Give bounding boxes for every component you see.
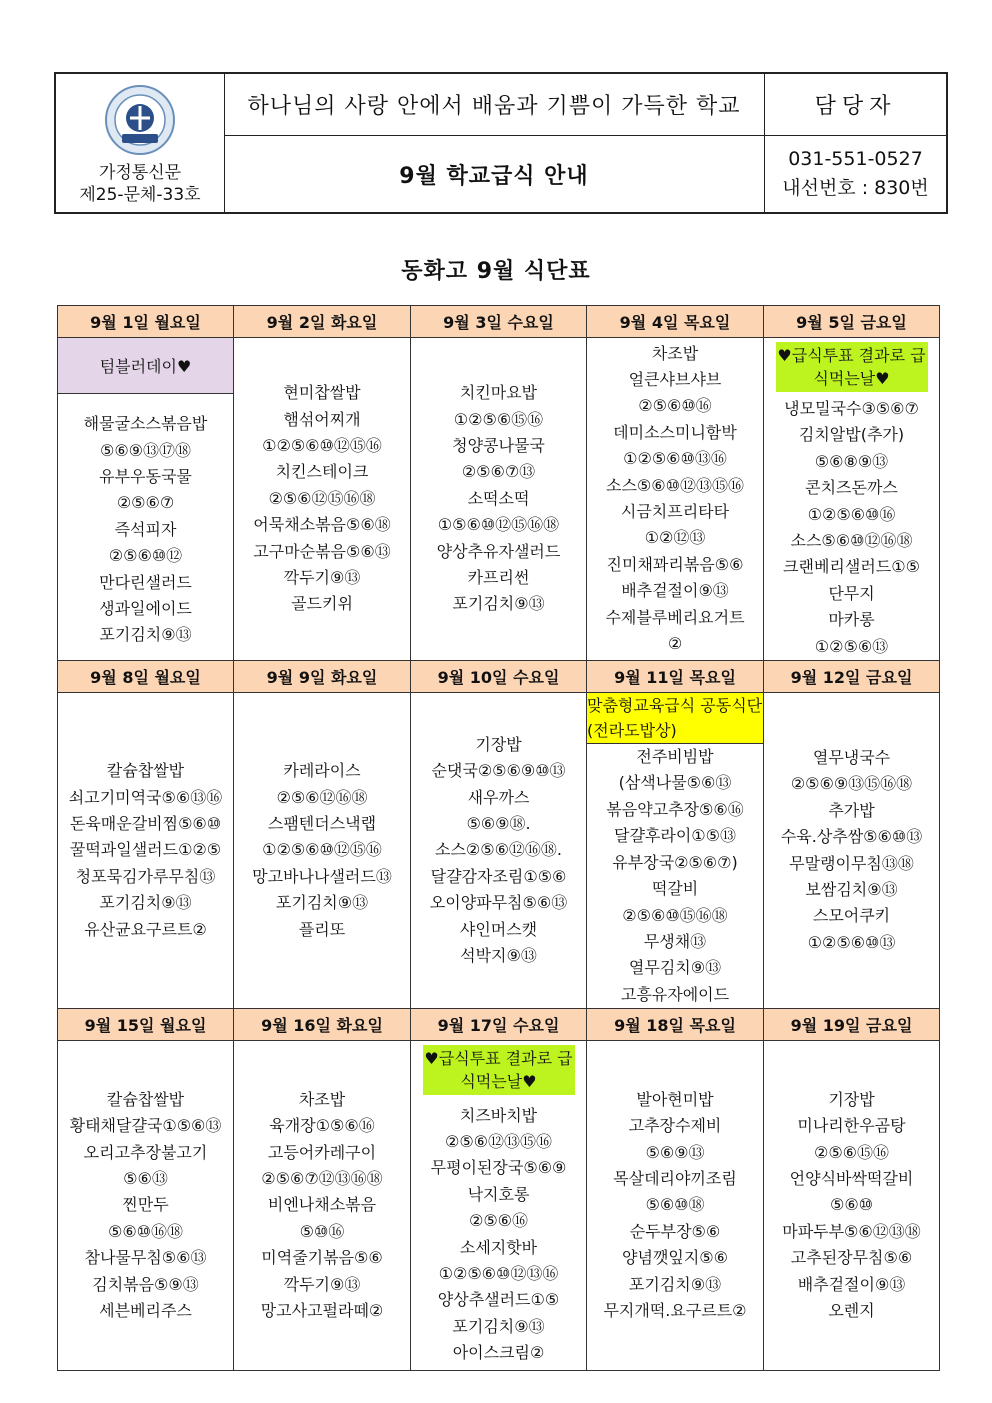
menu-items: [58, 400, 233, 660]
school-motto: 하나님의 사랑 안에서 배움과 기쁨이 가득한 학교: [224, 74, 764, 136]
menu-item: 아이스크림②: [452, 1343, 545, 1363]
menu-item: 낙지호롱: [467, 1184, 530, 1204]
day-header: 9월 1일 월요일: [58, 306, 234, 338]
day-header: 9월 16일 화요일: [234, 1009, 411, 1041]
menu-item: 즉석피자: [114, 519, 177, 539]
menu-item: ②⑤⑥⑮⑯: [813, 1142, 890, 1162]
day-header: 9월 3일 수요일: [411, 306, 587, 338]
menu-cell: [411, 338, 587, 661]
menu-item: 무평이된장국⑤⑥⑨: [430, 1158, 567, 1178]
menu-item: 고등어카레구이: [267, 1142, 377, 1162]
menu-item: 기장밥: [828, 1089, 875, 1109]
menu-row: [58, 338, 940, 661]
menu-special-tag: ♥급식투표 결과로 급식먹는날♥: [776, 342, 928, 392]
menu-item: ②⑤⑥⑫⑯⑱: [276, 787, 368, 807]
menu-item: 찐만두: [122, 1195, 169, 1215]
day-header: 9월 2일 화요일: [234, 306, 411, 338]
menu-item: 육개장①⑤⑥⑯: [269, 1116, 375, 1136]
menu-item: 포기김치⑨⑬: [99, 893, 192, 913]
menu-item: 순댓국②⑤⑥⑨⑩⑬: [431, 761, 566, 781]
menu-item: 오렌지: [828, 1301, 875, 1321]
menu-items: [234, 338, 410, 660]
menu-item: ①②⑤⑥⑩⑫⑮⑯: [262, 840, 382, 860]
menu-items: [411, 338, 586, 660]
menu-item: 무지개떡.요구르트②: [603, 1301, 747, 1321]
menu-item: 무생채⑬: [643, 931, 707, 951]
menu-item: 포기김치⑨⑬: [452, 1316, 545, 1336]
menu-item: ②: [667, 634, 683, 654]
menu-item: ②⑤⑥⑩⑯: [638, 396, 712, 416]
menu-item: 고흥유자에이드: [620, 984, 730, 1004]
menu-item: 열무김치⑨⑬: [628, 958, 722, 978]
menu-item: 스팸텐더스낵랩: [267, 813, 377, 833]
menu-item: 발아현미밥: [636, 1089, 714, 1109]
menu-item: 진미채꽈리볶음⑤⑥: [606, 554, 744, 574]
menu-special-tag: 텀블러데이♥: [58, 338, 233, 394]
menu-item: 오리고추장불고기: [83, 1142, 208, 1162]
day-header: 9월 18일 목요일: [587, 1009, 764, 1041]
menu-item: 콘치즈돈까스: [805, 478, 898, 498]
menu-table: [57, 305, 940, 1371]
menu-item: ⑤⑩⑯: [299, 1221, 345, 1241]
menu-item: 얼큰샤브샤브: [628, 370, 722, 389]
menu-item: 돈육매운갈비찜⑤⑥⑩: [69, 813, 222, 833]
menu-item: 꿀떡과일샐러드①②⑤: [69, 840, 222, 860]
menu-item: 샤인머스캣: [459, 919, 538, 939]
menu-cell: [764, 693, 940, 1009]
menu-item: 망고바나나샐러드⑬: [252, 866, 392, 886]
menu-item: 차조밥: [298, 1089, 346, 1109]
menu-item: 달걀후라이①⑤⑬: [614, 826, 736, 846]
menu-item: ②⑤⑥⑩⑮⑯⑱: [622, 905, 728, 925]
menu-item: ①②⑫⑬: [644, 528, 706, 548]
menu-item: ⑤⑥⑨⑱.: [466, 813, 531, 833]
menu-item: 차조밥: [651, 343, 699, 363]
menu-cell: [764, 1041, 940, 1371]
menu-item: ①②⑤⑥⑩⑫⑮⑯: [262, 436, 382, 456]
menu-item: 비엔나채소볶음: [267, 1195, 377, 1215]
contact-phone: 031-551-0527: [788, 148, 923, 170]
menu-items: [58, 693, 233, 1008]
menu-item: ②⑤⑥⑨⑬⑮⑯⑱: [790, 774, 913, 794]
menu-items: [58, 1041, 233, 1370]
menu-item: 볶음약고추장⑤⑥⑯: [606, 799, 744, 819]
menu-item: ⑤⑥⑧⑨⑬: [814, 451, 889, 471]
menu-item: 황태채달걀국①⑤⑥⑬: [69, 1116, 222, 1136]
day-header-row: [58, 661, 940, 693]
menu-title: 동화고 9월 식단표: [401, 259, 591, 284]
menu-item: ⑤⑥⑨⑬⑰⑱: [99, 440, 192, 460]
menu-item: 달걀감자조림①⑤⑥: [430, 866, 567, 886]
menu-special-tag: 맞춤형교육급식 공동식단(전라도밥상): [587, 693, 763, 744]
menu-item: ⑤⑥⑩⑯⑱: [107, 1221, 184, 1241]
menu-item: 단무지: [828, 583, 875, 603]
menu-special-tag: ♥급식투표 결과로 급식먹는날♥: [423, 1045, 575, 1095]
menu-item: 현미찹쌀밥: [283, 383, 361, 403]
menu-items: [764, 1041, 939, 1370]
menu-cell: [58, 1041, 234, 1371]
document-title: 9월 학교급식 안내: [399, 163, 589, 189]
menu-item: 열무냉국수: [812, 747, 891, 767]
menu-cell: [587, 693, 764, 1009]
menu-item: 칼슘찹쌀밥: [106, 761, 185, 781]
day-header: 9월 8일 월요일: [58, 661, 234, 693]
menu-cell: [234, 338, 411, 661]
menu-item: 포기김치⑨⑬: [452, 594, 545, 614]
day-header-row: [58, 1009, 940, 1041]
menu-item: 소스②⑤⑥⑫⑯⑱.: [434, 840, 563, 860]
menu-cell: [764, 338, 940, 661]
header-box: [54, 72, 948, 214]
menu-item: 순두부장⑤⑥: [629, 1221, 721, 1241]
menu-item: 세븐베리주스: [99, 1301, 192, 1321]
menu-item: 미역줄기볶음⑤⑥: [261, 1248, 383, 1268]
menu-item: 만다린샐러드: [99, 572, 192, 592]
menu-item: 치즈바치밥: [459, 1105, 538, 1125]
menu-item: 기장밥: [475, 734, 522, 754]
contact-extension: 내선번호 : 830번: [782, 177, 929, 199]
menu-cell: [587, 1041, 764, 1371]
menu-items: [234, 1041, 410, 1370]
menu-item: 무말랭이무침⑬⑱: [789, 853, 914, 873]
menu-item: ①②⑤⑥⑩⑯: [807, 504, 896, 524]
menu-item: 스모어쿠키: [812, 906, 891, 926]
menu-cell: [587, 338, 764, 661]
menu-item: 칼슘찹쌀밥: [106, 1089, 185, 1109]
menu-items: [234, 693, 410, 1008]
menu-item: ②⑤⑥⑦⑬: [461, 462, 536, 482]
menu-item: 새우까스: [467, 787, 530, 807]
menu-item: 보쌈김치⑨⑬: [805, 880, 898, 899]
menu-item: 크랜베리샐러드①⑤: [783, 557, 920, 577]
menu-item: ②⑤⑥⑫⑮⑯⑱: [268, 488, 376, 508]
menu-item: 배추겉절이⑨⑬: [621, 581, 729, 601]
menu-item: 냉모밀국수③⑤⑥⑦: [784, 399, 919, 418]
menu-item: 생과일에이드: [99, 599, 192, 619]
menu-item: 양상추유자샐러드: [436, 541, 561, 561]
menu-item: 치킨마요밥: [459, 383, 538, 403]
header-contact-cell: [765, 74, 946, 212]
menu-item: 유부우동국물: [99, 467, 192, 487]
menu-item: 햄섞어찌개: [283, 409, 361, 429]
day-header: 9월 19일 금요일: [764, 1009, 940, 1041]
menu-item: 배추겉절이⑨⑬: [797, 1274, 906, 1294]
menu-item: 수육.상추쌈⑤⑥⑩⑬: [780, 827, 923, 847]
menu-item: 카레라이스: [283, 761, 361, 781]
menu-item: 시금치프리타타: [620, 502, 730, 522]
menu-item: 오이양파무침⑤⑥⑬: [429, 893, 568, 913]
menu-item: 목살데리야끼조림: [613, 1169, 737, 1189]
menu-item: 포기김치⑨⑬: [99, 625, 192, 645]
menu-item: ②⑤⑥⑦: [116, 493, 175, 513]
menu-item: 마파두부⑤⑥⑫⑬⑱: [782, 1221, 921, 1241]
menu-item: ⑤⑥⑩⑱: [645, 1195, 705, 1215]
menu-item: ②⑤⑥⑩⑫: [108, 546, 183, 566]
menu-items: [411, 1099, 586, 1370]
day-header: 9월 11일 목요일: [587, 661, 764, 693]
menu-item: 언양식바싹떡갈비: [789, 1169, 914, 1189]
menu-cell: [411, 693, 587, 1009]
menu-row: [58, 693, 940, 1009]
menu-item: ①②⑤⑥⑩⑬⑯: [623, 449, 727, 469]
menu-item: 포기김치⑨⑬: [628, 1274, 722, 1294]
menu-row: [58, 1041, 940, 1371]
menu-item: 수제블루베리요거트: [605, 607, 745, 627]
menu-item: 추가밥: [828, 800, 875, 820]
menu-item: ①⑤⑥⑩⑫⑮⑯⑱: [437, 515, 560, 535]
menu-items: [587, 744, 763, 1008]
menu-item: ②⑤⑥⑫⑬⑮⑯: [444, 1132, 553, 1151]
header-school-cell: [56, 74, 225, 212]
menu-items: [587, 338, 763, 660]
menu-item: 떡갈비: [651, 879, 699, 899]
contact-info: [765, 136, 946, 212]
menu-cell: [411, 1041, 587, 1371]
notice-label: 가정통신문: [98, 163, 182, 183]
menu-item: 참나물무침⑤⑥⑬: [84, 1248, 207, 1268]
menu-item: 카프리썬: [467, 568, 530, 588]
notice-number: 제25-문체-33호: [79, 185, 201, 205]
menu-item: 양념깻잎지⑤⑥: [622, 1248, 728, 1268]
notice-info: [56, 162, 224, 206]
menu-item: 고추장수제비: [628, 1116, 722, 1136]
day-header: 9월 10일 수요일: [411, 661, 587, 693]
menu-item: 마카롱: [828, 610, 875, 630]
menu-item: 소스⑤⑥⑩⑫⑬⑮⑯: [606, 475, 744, 495]
menu-items: [764, 396, 939, 660]
contact-label: 담당자: [765, 74, 946, 136]
menu-item: 망고사고펄라떼②: [260, 1301, 384, 1321]
day-header: 9월 4일 목요일: [587, 306, 764, 338]
menu-item: 골드키위: [291, 594, 353, 614]
header-title-cell: [224, 74, 765, 212]
school-logo-icon: [104, 84, 176, 156]
menu-item: 양상추샐러드①⑤: [437, 1290, 560, 1310]
menu-items: [587, 1041, 763, 1370]
day-header: 9월 5일 금요일: [764, 306, 940, 338]
day-header: 9월 12일 금요일: [764, 661, 940, 693]
menu-item: 플리또: [298, 919, 346, 939]
menu-item: 소스⑤⑥⑩⑫⑯⑱: [790, 531, 913, 551]
menu-item: 유산균요구르트②: [84, 919, 207, 939]
menu-item: ①②⑤⑥⑬: [814, 636, 889, 656]
menu-item: 전주비빔밥: [636, 747, 714, 767]
menu-cell: [234, 1041, 411, 1371]
day-header: 9월 15일 월요일: [58, 1009, 234, 1041]
menu-item: ⑤⑥⑩: [829, 1195, 874, 1215]
menu-item: 미나리한우곰탕: [797, 1116, 906, 1136]
menu-item: ②⑤⑥⑯: [468, 1211, 529, 1231]
menu-item: ①②⑤⑥⑩⑫⑬⑯: [438, 1264, 559, 1284]
menu-item: 청포묵김가루무침⑬: [75, 866, 216, 886]
menu-item: 쇠고기미역국⑤⑥⑬⑯: [68, 787, 223, 807]
day-header: 9월 9일 화요일: [234, 661, 411, 693]
menu-cell: [58, 338, 234, 661]
menu-item: 고추된장무침⑤⑥: [790, 1248, 913, 1268]
menu-item: ⑤⑥⑨⑬: [645, 1142, 705, 1162]
menu-item: 해물굴소스볶음밥: [83, 414, 208, 434]
menu-item: 데미소스미니함박: [613, 422, 737, 442]
menu-items: [764, 693, 939, 1008]
menu-item: (삼색나물⑤⑥⑬: [618, 773, 732, 793]
menu-item: 소세지핫바: [459, 1237, 538, 1257]
day-header: 9월 17일 수요일: [411, 1009, 587, 1041]
menu-item: 석박지⑨⑬: [460, 946, 537, 966]
menu-item: 어묵채소볶음⑤⑥⑱: [253, 515, 391, 535]
menu-item: 치킨스테이크: [275, 462, 369, 482]
menu-items: [411, 693, 586, 1008]
menu-item: 유부장국②⑤⑥⑦): [612, 852, 738, 872]
menu-item: 깍두기⑨⑬: [283, 568, 361, 588]
menu-item: 깍두기⑨⑬: [283, 1274, 361, 1294]
menu-item: 소떡소떡: [467, 488, 530, 508]
menu-item: ①②⑤⑥⑩⑬: [807, 932, 896, 952]
menu-item: 고구마순볶음⑤⑥⑬: [253, 541, 391, 561]
menu-item: 김치볶음⑤⑨⑬: [92, 1274, 199, 1294]
menu-item: 포기김치⑨⑬: [275, 893, 369, 913]
menu-cell: [234, 693, 411, 1009]
menu-item: ①②⑤⑥⑮⑯: [453, 409, 544, 429]
day-header-row: [58, 306, 940, 338]
menu-item: 청양콩나물국: [452, 436, 545, 456]
menu-item: ②⑤⑥⑦⑫⑬⑯⑱: [261, 1169, 383, 1189]
menu-item: 김치알밥(추가): [798, 425, 905, 445]
menu-item: ⑤⑥⑬: [123, 1169, 168, 1189]
menu-cell: [58, 693, 234, 1009]
